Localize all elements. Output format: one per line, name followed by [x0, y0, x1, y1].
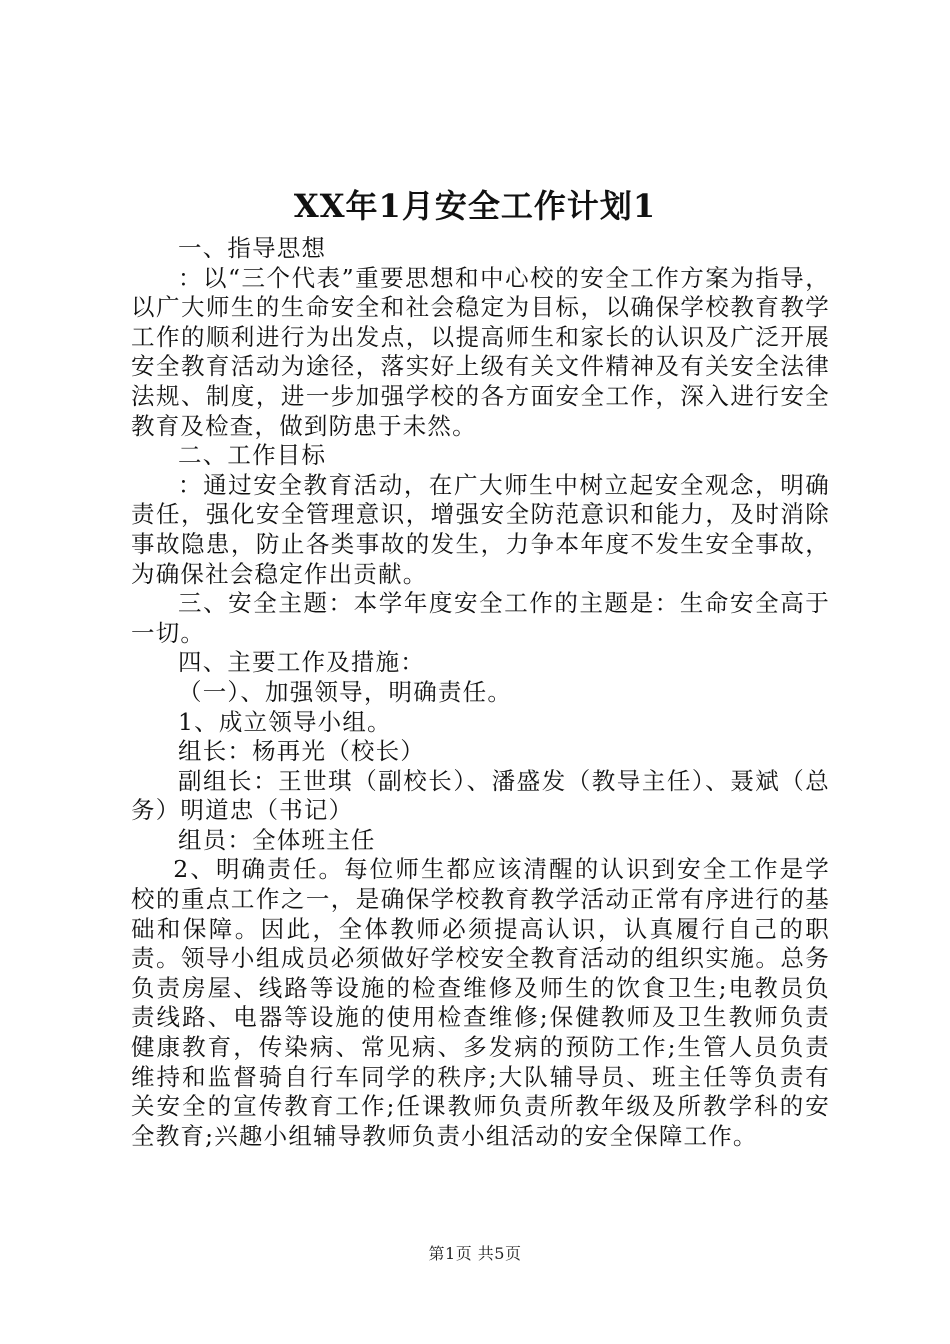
- section-heading-work-goals: 二、工作目标: [178, 441, 327, 470]
- section-heading-main-work: 四、主要工作及措施：: [178, 648, 425, 677]
- item-group-leader: 组长：杨再光（校长）: [178, 737, 425, 766]
- paragraph-safety-theme: 三、安全主题：本学年度安全工作的主题是：生命安全高于一切。: [131, 589, 830, 647]
- page-number-footer: 第1页 共5页: [428, 1244, 522, 1263]
- paragraph-work-goals: ：通过安全教育活动，在广大师生中树立起安全观念，明确责任，强化安全管理意识，增强安全防范意识和能力，及时消除事故隐患，防止各类事故的发生，力争本年度不发生安全事故，为确保社会稳定作出贡献。: [131, 470, 830, 588]
- subheading-leadership: （一）、加强领导，明确责任。: [178, 677, 513, 706]
- document-title: XX年1月安全工作计划1: [293, 187, 657, 225]
- paragraph-clarify-responsibilities: 2、明确责任。每位师生都应该清醒的认识到安全工作是学校的重点工作之一，是确保学校教育教学活动正常有序进行的基础和保障。因此，全体教师必须提高认识，认真履行自己的职责。领导小组成员必须做好学校安全教育活动的组织实施。总务负责房屋、线路等设施的检查维修及师生的饮食卫生;电教员负责线路、电器等设施的使用检查维修;保健教师及卫生教师负责健康教育，传染病、常见病、多发病的预防工作;生管人员负责维持和监督骑自行车同学的秩序;大队辅导员、班主任等负责有关安全的宣传教育工作;任课教师负责所教年级及所教学科的安全教育;兴趣小组辅导教师负责小组活动的安全保障工作。: [131, 855, 830, 1150]
- item-group-members: 组员：全体班主任: [178, 825, 376, 854]
- item-form-leading-group: 1、成立领导小组。: [178, 707, 392, 736]
- section-heading-guiding-ideology: 一、指导思想: [178, 234, 327, 262]
- paragraph-guiding-ideology: ：以“三个代表”重要思想和中心校的安全工作方案为指导，以广大师生的生命安全和社会稳定为目标，以确保学校教育教学工作的顺利进行为出发点，以提高师生和家长的认识及广泛开展安全教育活动为途径，落实好上级有关文件精神及有关安全法律法规、制度，进一步加强学校的各方面安全工作，深入进行安全教育及检查，做到防患于未然。: [131, 263, 830, 440]
- item-deputy-leaders: 副组长：王世琪（副校长）、潘盛发（教导主任）、聂斌（总务）明道忠（书记）: [131, 766, 830, 825]
